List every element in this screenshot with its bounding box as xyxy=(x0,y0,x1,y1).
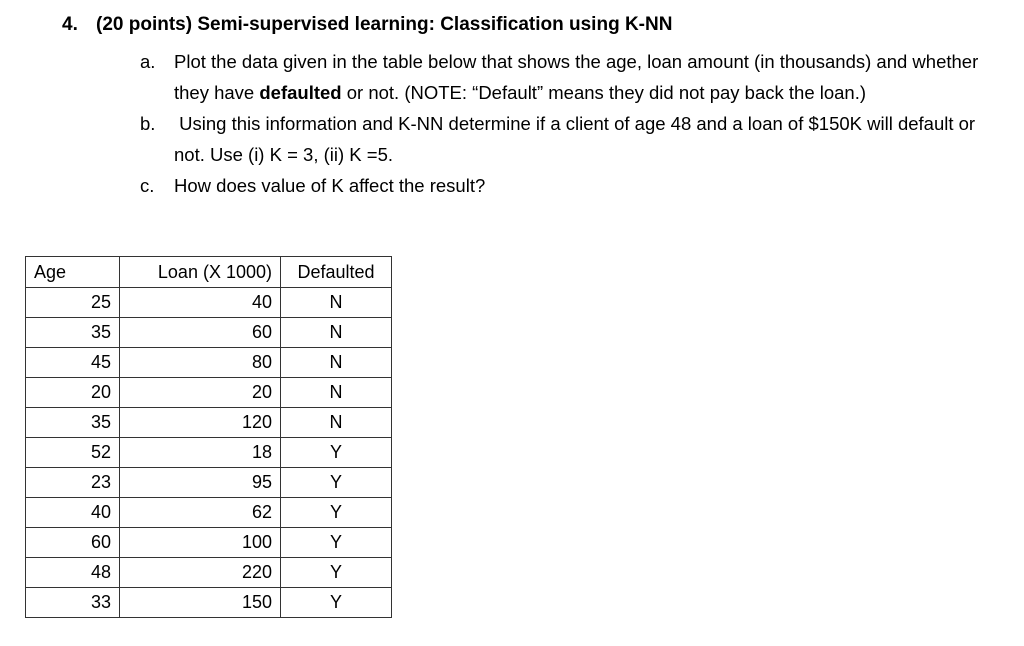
cell-defaulted: N xyxy=(281,348,392,378)
table-row xyxy=(26,348,392,378)
cell-defaulted: N xyxy=(281,378,392,408)
cell-age: 25 xyxy=(26,288,120,318)
cell-defaulted: Y xyxy=(281,558,392,588)
cell-age: 40 xyxy=(26,498,120,528)
header-defaulted: Defaulted xyxy=(281,257,392,288)
cell-age: 23 xyxy=(26,468,120,498)
cell-loan: 150 xyxy=(120,588,281,618)
part-b-marker: b. xyxy=(140,113,156,134)
cell-defaulted: Y xyxy=(281,438,392,468)
cell-loan: 62 xyxy=(120,498,281,528)
part-a-bold-term: defaulted xyxy=(259,82,342,103)
table-row xyxy=(26,318,392,348)
loan-data-table xyxy=(25,256,392,618)
part-c xyxy=(140,170,1000,201)
table-row xyxy=(26,558,392,588)
part-b xyxy=(140,108,1000,170)
part-b-text: Using this information and K-NN determine if a client of age 48 and a loan of $150K will default or not. Use (i) K = 3, (ii) K =5. xyxy=(174,113,981,165)
question-number: 4. xyxy=(62,14,78,35)
cell-age: 52 xyxy=(26,438,120,468)
cell-age: 33 xyxy=(26,588,120,618)
cell-loan: 40 xyxy=(120,288,281,318)
part-a xyxy=(140,46,1000,108)
table-row xyxy=(26,468,392,498)
cell-defaulted: Y xyxy=(281,498,392,528)
cell-loan: 120 xyxy=(120,408,281,438)
part-a-text xyxy=(174,46,1000,108)
cell-defaulted: N xyxy=(281,318,392,348)
cell-defaulted: N xyxy=(281,408,392,438)
table-row xyxy=(26,408,392,438)
part-c-text: How does value of K affect the result? xyxy=(174,175,486,196)
cell-defaulted: Y xyxy=(281,468,392,498)
question-parts xyxy=(140,46,1000,201)
cell-age: 60 xyxy=(26,528,120,558)
cell-loan: 100 xyxy=(120,528,281,558)
part-a-text-after: or not. (NOTE: “Default” means they did not pay back the loan.) xyxy=(341,82,867,103)
table-row xyxy=(26,288,392,318)
cell-age: 48 xyxy=(26,558,120,588)
cell-age: 35 xyxy=(26,408,120,438)
table-row xyxy=(26,438,392,468)
cell-loan: 95 xyxy=(120,468,281,498)
part-a-marker: a. xyxy=(140,51,156,72)
header-age: Age xyxy=(26,257,120,288)
cell-defaulted: Y xyxy=(281,528,392,558)
cell-loan: 20 xyxy=(120,378,281,408)
cell-defaulted: Y xyxy=(281,588,392,618)
table-row xyxy=(26,588,392,618)
cell-age: 35 xyxy=(26,318,120,348)
cell-loan: 80 xyxy=(120,348,281,378)
cell-loan: 60 xyxy=(120,318,281,348)
question-heading xyxy=(62,14,672,36)
cell-defaulted: N xyxy=(281,288,392,318)
cell-age: 45 xyxy=(26,348,120,378)
table-header-row xyxy=(26,257,392,288)
cell-loan: 18 xyxy=(120,438,281,468)
part-a-text-before: Plot the data given in the table below that shows the age, loan amount (in thousands) and whether they have xyxy=(174,51,979,103)
table-row xyxy=(26,378,392,408)
table-row xyxy=(26,498,392,528)
part-c-marker: c. xyxy=(140,175,155,196)
table-row xyxy=(26,528,392,558)
header-loan: Loan (X 1000) xyxy=(120,257,281,288)
table-body xyxy=(26,288,392,618)
question-title: (20 points) Semi-supervised learning: Classification using K-NN xyxy=(96,14,673,35)
cell-age: 20 xyxy=(26,378,120,408)
cell-loan: 220 xyxy=(120,558,281,588)
